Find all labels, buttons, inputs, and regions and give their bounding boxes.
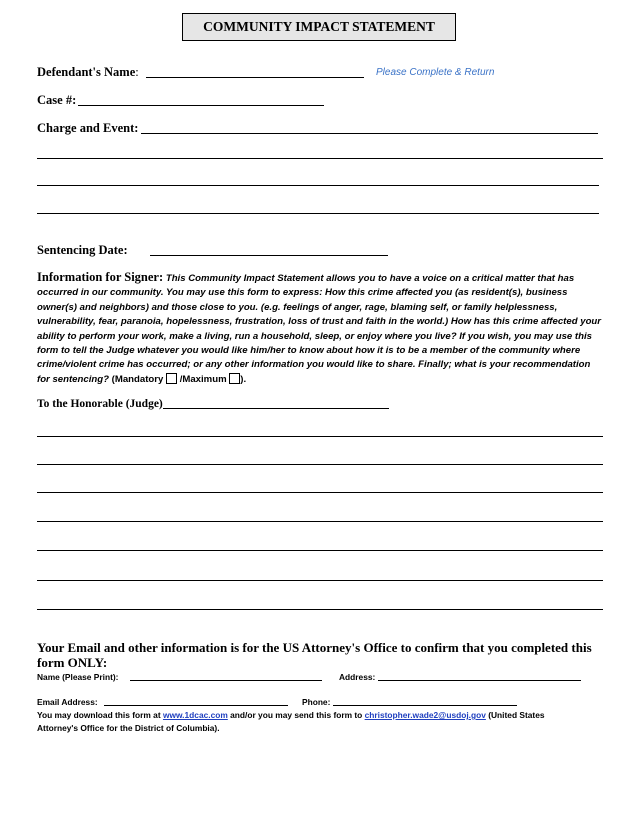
name-label: Name (Please Print): bbox=[37, 672, 119, 682]
please-complete-notice: Please Complete & Return bbox=[376, 67, 495, 78]
statement-line[interactable] bbox=[37, 550, 603, 551]
contact-info-heading: Your Email and other information is for the US Attorney's Office to confirm that you completed this form ONLY: bbox=[37, 640, 592, 670]
charge-event-line[interactable] bbox=[37, 213, 599, 214]
statement-line[interactable] bbox=[37, 521, 603, 522]
charge-event-field[interactable] bbox=[141, 133, 598, 134]
maximum-option-label: /Maximum bbox=[179, 373, 227, 385]
defendant-name-field[interactable] bbox=[146, 77, 364, 78]
sentencing-date-field[interactable] bbox=[150, 255, 388, 256]
charge-event-line[interactable] bbox=[37, 158, 603, 159]
mandatory-checkbox[interactable] bbox=[166, 373, 177, 384]
signer-information-heading: Information for Signer: bbox=[37, 270, 164, 284]
judge-label: To the Honorable (Judge) bbox=[37, 398, 163, 410]
download-text: (United States bbox=[488, 710, 545, 720]
statement-line[interactable] bbox=[37, 464, 603, 465]
signer-information bbox=[37, 270, 603, 387]
options-close: ). bbox=[240, 373, 247, 385]
phone-label: Phone: bbox=[302, 697, 331, 707]
defendant-name-colon: : bbox=[135, 65, 139, 79]
statement-line[interactable] bbox=[37, 436, 603, 437]
statement-line[interactable] bbox=[37, 609, 603, 610]
download-info-line-2: Attorney's Office for the District of Columbia). bbox=[37, 723, 220, 733]
address-field[interactable] bbox=[378, 680, 581, 681]
case-number-label: Case #: bbox=[37, 93, 77, 107]
form-title: COMMUNITY IMPACT STATEMENT bbox=[182, 13, 456, 41]
judge-name-field[interactable] bbox=[163, 408, 389, 409]
phone-field[interactable] bbox=[333, 705, 517, 706]
website-link[interactable]: www.1dcac.com bbox=[162, 710, 228, 720]
statement-line[interactable] bbox=[37, 492, 603, 493]
name-field[interactable] bbox=[130, 680, 322, 681]
maximum-checkbox[interactable] bbox=[229, 373, 240, 384]
sentencing-date-label: Sentencing Date: bbox=[37, 243, 128, 257]
defendant-name-label bbox=[37, 65, 139, 80]
charge-event-label: Charge and Event: bbox=[37, 121, 139, 135]
download-info-line-1 bbox=[37, 710, 545, 720]
case-number-field[interactable] bbox=[78, 105, 324, 106]
download-text: You may download this form at bbox=[37, 710, 161, 720]
email-label: Email Address: bbox=[37, 697, 98, 707]
download-text: and/or you may send this form to bbox=[230, 710, 363, 720]
statement-line[interactable] bbox=[37, 580, 603, 581]
address-label: Address: bbox=[339, 672, 376, 682]
charge-event-line[interactable] bbox=[37, 185, 599, 186]
signer-information-body: This Community Impact Statement allows you to have a voice on a critical matter that has occurred in our community. You may use this form to express: How this crime affected you (as resident(s), business owner(s) and neighbors) and those close to you. (e.g. feelings of anger, rage, blaming self, or family helplessness, vulnerability, fear, paranoia, hopelessness, frustration, loss of trust and faith in the world.) How has this crime affected your ability to perform your work, make a living, run a household, sleep, or enjoy where you live? If you wish, you may use this form to tell the Judge whatever you would like him/her to know about how it is to be a member of the community where crime/violent crime has occurred; or any other information you would like to share. Finally; what is your recommendation for sentencing? bbox=[37, 273, 602, 385]
defendant-name-label-text: Defendant's Name bbox=[37, 65, 136, 79]
email-field[interactable] bbox=[104, 705, 288, 706]
mandatory-option-label: (Mandatory bbox=[111, 373, 164, 385]
email-link[interactable]: christopher.wade2@usdoj.gov bbox=[364, 710, 486, 720]
